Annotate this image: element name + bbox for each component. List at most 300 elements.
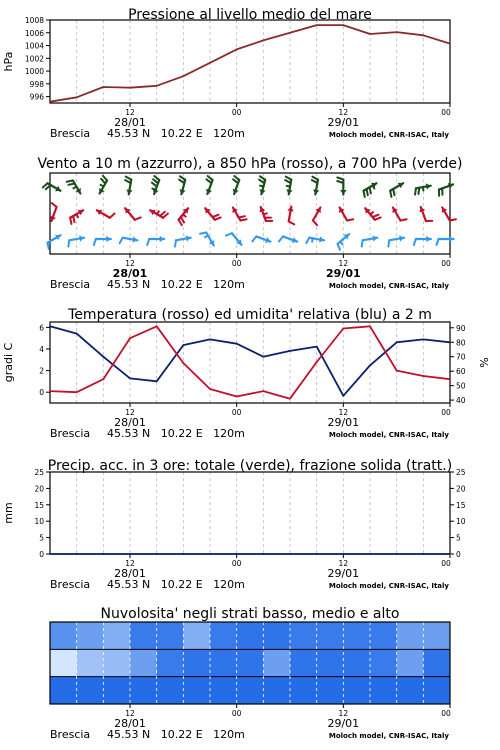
cloud-cell: [397, 677, 424, 704]
barb-feather: [147, 239, 149, 245]
cloud-cell: [237, 649, 264, 676]
precip-total-line-point: [342, 553, 344, 555]
barb-feather: [400, 219, 406, 220]
barb-feather: [153, 179, 158, 183]
barb-feather: [110, 214, 115, 218]
barb-feather: [152, 183, 157, 187]
humidity-line-point: [289, 350, 291, 352]
barb-feather: [418, 188, 419, 194]
cloud-cell: [130, 649, 157, 676]
cloud-cell: [210, 677, 237, 704]
location-name: Brescia: [50, 427, 91, 440]
precip-total-line-point: [422, 553, 424, 555]
x-tick-label: 00: [441, 408, 451, 417]
date-label: 29/01: [326, 267, 361, 280]
humidity-line-point: [182, 344, 184, 346]
wind-barb: [392, 208, 406, 221]
chart-title: Temperatura (rosso) ed umidita' relativa (blu) a 2 m: [68, 307, 432, 323]
cloud-cell: [397, 622, 424, 649]
location-name: Brescia: [50, 278, 91, 291]
pressure-line-point: [342, 24, 344, 26]
barb-half-feather: [423, 187, 424, 190]
barb-feather: [306, 238, 309, 244]
pressure-line-point: [129, 87, 131, 89]
y2-tick-label: 60: [456, 367, 466, 377]
barb-half-feather: [340, 242, 342, 245]
precip-total-line-point: [129, 553, 131, 555]
wind-barb: [206, 176, 213, 194]
wind-barb: [97, 210, 115, 218]
humidity-line-point: [102, 356, 104, 358]
x-tick-label: 00: [441, 259, 451, 268]
wind-barb: [415, 183, 431, 194]
y-tick-label: 4: [39, 345, 44, 354]
precip-total-line-point: [102, 553, 104, 555]
y-tick-label: 1002: [24, 54, 44, 64]
cloud-cell: [317, 622, 344, 649]
temperature-line-point: [129, 337, 131, 339]
humidity-line-point: [156, 380, 158, 382]
y-tick-label: 1006: [24, 28, 44, 38]
y-tick-label: 998: [29, 79, 44, 89]
y2-tick-label: 40: [456, 396, 466, 406]
y-tick-label: 0: [39, 550, 44, 559]
humidity-line-point: [209, 338, 211, 340]
barb-feather: [362, 240, 363, 246]
location-coords: 45.53 N 10.22 E 120m: [107, 728, 245, 741]
cloud-cell: [370, 649, 397, 676]
pressure-line-point: [102, 86, 104, 88]
cloud-cell: [237, 622, 264, 649]
pressure-line: [50, 25, 450, 102]
pressure-line-point: [396, 31, 398, 33]
barb-head: [340, 190, 346, 195]
pressure-line-point: [262, 40, 264, 42]
temperature-line-point: [369, 325, 371, 327]
y-tick-label: 6: [39, 323, 44, 333]
barb-feather: [286, 177, 292, 180]
x-tick-label: 12: [125, 259, 135, 268]
pressure-line-point: [209, 62, 211, 64]
barb-feather: [289, 221, 295, 224]
cloud-cell: [77, 649, 104, 676]
x-tick-label: 12: [338, 559, 349, 568]
barb-half-feather: [157, 211, 159, 214]
humidity-line-point: [316, 346, 318, 348]
location-name: Brescia: [50, 728, 91, 741]
x-tick-label: 00: [231, 259, 242, 268]
barb-half-feather: [205, 236, 208, 238]
barb-feather: [450, 219, 456, 220]
model-credit: Moloch model, CNR-ISAC, Italy: [328, 732, 449, 740]
wind-barb: [285, 177, 292, 195]
barb-feather: [226, 233, 232, 235]
y2-tick-label: 70: [456, 352, 466, 362]
wind-barb: [179, 176, 186, 194]
cloud-cell: [183, 649, 210, 676]
date-label: 28/01: [114, 717, 146, 730]
barb-head: [106, 236, 111, 242]
y2-tick-label: 25: [456, 468, 466, 477]
wind-barb: [365, 208, 381, 219]
temperature-line-point: [449, 378, 451, 380]
cloud-cell: [263, 622, 290, 649]
cloud-cell: [103, 622, 130, 649]
precip-total-line-point: [182, 553, 184, 555]
barb-feather: [73, 216, 74, 222]
x-tick-label: 12: [125, 709, 135, 718]
precip-total-line-point: [316, 553, 318, 555]
wind-barb: [439, 183, 453, 196]
y-tick-label: 1004: [24, 41, 44, 51]
y-tick-label: 20: [34, 484, 44, 494]
wind-barb: [312, 177, 319, 195]
panel-clouds: [50, 606, 451, 741]
wind-barb: [306, 236, 324, 243]
x-tick-label: 00: [441, 709, 451, 718]
x-tick-label: 00: [231, 559, 242, 568]
barb-half-feather: [152, 189, 155, 190]
wind-barb: [200, 233, 214, 246]
precip-total-line-point: [369, 553, 371, 555]
temperature-line-point: [76, 391, 78, 393]
cloud-cell: [263, 649, 290, 676]
x-tick-label: 12: [338, 709, 349, 718]
barb-feather: [415, 188, 416, 194]
y-tick-label: 2: [39, 366, 44, 376]
barb-feather: [200, 233, 206, 234]
wind-barb: [362, 235, 378, 246]
y-axis-label: hPa: [2, 51, 15, 72]
y2-tick-label: 80: [456, 338, 466, 348]
wind-barb: [150, 210, 168, 218]
model-credit: Moloch model, CNR-ISAC, Italy: [328, 582, 449, 590]
barb-feather: [213, 215, 219, 217]
cloud-cell: [157, 677, 184, 704]
wind-barb: [125, 177, 132, 195]
pressure-line-point: [236, 48, 238, 50]
cloud-cell: [290, 622, 317, 649]
cloud-cell: [77, 622, 104, 649]
pressure-line-point: [422, 34, 424, 36]
barb-head: [160, 236, 165, 242]
cloud-cell: [157, 649, 184, 676]
wind-barb: [414, 236, 431, 245]
cloud-cell: [317, 677, 344, 704]
date-label: 29/01: [327, 567, 360, 580]
cloud-cell: [183, 677, 210, 704]
humidity-line-point: [129, 378, 131, 380]
barb-feather: [347, 219, 353, 220]
cloud-cell: [343, 677, 370, 704]
y2-tick-label: 90: [456, 323, 466, 333]
precip-total-line-point: [449, 553, 451, 555]
humidity-line-point: [422, 338, 424, 340]
cloud-cell: [397, 649, 424, 676]
barb-feather: [180, 176, 185, 179]
pressure-line-point: [289, 32, 291, 34]
wind-barb: [232, 208, 246, 221]
date-label: 29/01: [327, 116, 360, 129]
wind-barb: [233, 176, 240, 194]
y-tick-label: 996: [29, 92, 44, 102]
cloud-cell: [423, 622, 450, 649]
location-name: Brescia: [50, 127, 91, 140]
pressure-line-point: [449, 43, 451, 45]
barb-feather: [437, 239, 439, 245]
precip-total-line-point: [262, 553, 264, 555]
barb-feather: [390, 191, 391, 197]
chart-title: Pressione al livello medio del mare: [128, 7, 372, 23]
barb-feather: [252, 236, 256, 241]
panel-temp_rh: [2, 307, 491, 440]
barb-feather: [338, 244, 340, 250]
barb-feather: [367, 189, 368, 195]
barb-feather: [279, 236, 283, 241]
barb-feather: [48, 243, 49, 249]
y-axis-label: gradi C: [2, 342, 15, 383]
precip-total-line-point: [396, 553, 398, 555]
cloud-cell: [317, 649, 344, 676]
barb-feather: [163, 214, 168, 218]
barb-feather: [239, 216, 245, 217]
x-tick-label: 00: [441, 559, 451, 568]
date-label: 29/01: [327, 416, 360, 429]
date-label: 28/01: [114, 116, 146, 129]
y2-tick-label: 15: [456, 500, 466, 510]
temperature-line-point: [422, 375, 424, 377]
date-label: 28/01: [114, 416, 146, 429]
wind-barb: [152, 176, 159, 194]
temperature-line-point: [289, 398, 291, 400]
y-tick-label: 0: [39, 388, 44, 398]
humidity-line-point: [262, 356, 264, 358]
barb-feather: [373, 215, 379, 217]
chart-title: Precip. acc. in 3 ore: totale (verde), frazione solida (tratt.): [47, 458, 453, 474]
chart-title: Nuvolosita' negli strati basso, medio e alto: [100, 606, 400, 622]
barb-feather: [68, 184, 74, 185]
panel-wind: [37, 156, 462, 291]
wind-barb: [259, 176, 266, 194]
pressure-line-point: [76, 96, 78, 98]
wind-barb: [43, 183, 61, 191]
cloud-cell: [343, 649, 370, 676]
temperature-line-point: [49, 390, 51, 392]
cloud-cell: [130, 622, 157, 649]
barb-feather: [52, 203, 57, 207]
x-tick-label: 12: [125, 559, 135, 568]
y-tick-label: 10: [34, 517, 44, 527]
cloud-cell: [77, 677, 104, 704]
barb-feather: [414, 239, 416, 245]
barb-feather: [68, 240, 69, 246]
y2-tick-label: 50: [456, 381, 466, 391]
pressure-line-point: [369, 33, 371, 35]
wind-barb: [388, 235, 404, 246]
y2-tick-label: 0: [456, 550, 461, 559]
wind-barb: [419, 207, 432, 221]
chart-title: Vento a 10 m (azzurro), a 850 hPa (rosso), a 700 hPa (verde): [37, 156, 463, 172]
location-coords: 45.53 N 10.22 E 120m: [107, 278, 245, 291]
barb-feather: [312, 177, 318, 180]
barb-feather: [43, 183, 48, 187]
pressure-line-point: [156, 85, 158, 87]
date-label: 28/01: [114, 567, 146, 580]
wind-barb: [337, 178, 346, 195]
barb-half-feather: [264, 213, 267, 214]
wind-barb: [287, 207, 294, 225]
y-tick-label: 15: [34, 500, 44, 510]
barb-feather: [206, 179, 211, 183]
wind-barb: [364, 183, 377, 197]
barb-feather: [337, 178, 343, 180]
temperature-line-point: [102, 378, 104, 380]
temperature-line-point: [396, 370, 398, 372]
cloud-cell: [423, 649, 450, 676]
cloud-cell: [103, 649, 130, 676]
humidity-line-point: [342, 395, 344, 397]
cloud-cell: [423, 677, 450, 704]
x-tick-label: 12: [338, 408, 349, 417]
wind-barb: [205, 208, 221, 219]
wind-barb: [125, 208, 141, 219]
wind-barb: [339, 208, 353, 221]
cloud-cell: [370, 622, 397, 649]
precip-total-line-point: [209, 553, 211, 555]
humidity-line-point: [76, 333, 78, 335]
barb-feather: [215, 217, 221, 219]
temperature-line-point: [182, 362, 184, 364]
cloud-cell: [343, 622, 370, 649]
x-tick-label: 12: [338, 259, 349, 268]
x-tick-label: 12: [125, 108, 135, 117]
barb-feather: [393, 189, 394, 195]
precip-total-line-point: [156, 553, 158, 555]
cloud-cell: [50, 677, 77, 704]
x-tick-label: 00: [231, 709, 242, 718]
panel-precip: [2, 458, 466, 591]
barb-feather: [364, 191, 365, 197]
wind-barb: [67, 181, 81, 194]
wind-barb: [390, 183, 403, 197]
wind-barb: [437, 236, 454, 245]
barb-feather: [160, 212, 165, 216]
wind-barb: [94, 236, 111, 245]
date-label: 29/01: [327, 717, 360, 730]
y2-axis-label: %: [478, 357, 491, 368]
barb-feather: [388, 240, 389, 246]
humidity-line-point: [449, 341, 451, 343]
y-tick-label: 25: [34, 468, 44, 477]
y2-tick-label: 10: [456, 517, 466, 527]
barb-feather: [370, 187, 371, 193]
cloud-cell: [237, 677, 264, 704]
cloud-cell: [50, 649, 77, 676]
cloud-cell: [210, 649, 237, 676]
barb-half-feather: [260, 186, 263, 187]
cloud-cell: [103, 677, 130, 704]
barb-feather: [233, 179, 238, 183]
humidity-line-point: [369, 364, 371, 366]
model-credit: Moloch model, CNR-ISAC, Italy: [328, 131, 449, 139]
x-tick-label: 12: [125, 408, 135, 417]
humidity-line-point: [396, 341, 398, 343]
y-tick-label: 1008: [24, 16, 44, 25]
wind-barb: [252, 236, 270, 243]
location-coords: 45.53 N 10.22 E 120m: [107, 427, 245, 440]
barb-feather: [126, 177, 132, 180]
y-tick-label: 5: [39, 533, 44, 543]
pressure-line-point: [182, 75, 184, 77]
wind-barb: [279, 236, 297, 243]
precip-total-line-point: [289, 553, 291, 555]
wind-barb: [68, 235, 84, 246]
cloud-cell: [263, 677, 290, 704]
wind-barb: [147, 236, 164, 245]
cloud-cell: [290, 649, 317, 676]
model-credit: Moloch model, CNR-ISAC, Italy: [328, 431, 449, 439]
pressure-line-point: [316, 24, 318, 26]
temperature-line-point: [209, 388, 211, 390]
y-tick-label: 1000: [24, 67, 44, 77]
y2-tick-label: 5: [456, 533, 461, 543]
location-coords: 45.53 N 10.22 E 120m: [107, 127, 245, 140]
humidity-line-point: [49, 325, 51, 327]
barb-half-feather: [73, 187, 76, 189]
date-label: 28/01: [112, 267, 148, 280]
wind-barb: [259, 207, 272, 221]
y-axis-label: mm: [2, 502, 15, 524]
cloud-cell: [157, 622, 184, 649]
pressure-line-point: [49, 101, 51, 103]
wind-barb: [442, 208, 456, 221]
model-credit: Moloch model, CNR-ISAC, Italy: [328, 282, 449, 290]
humidity-line-point: [236, 343, 238, 345]
temperature-line-point: [262, 390, 264, 392]
barb-half-feather: [370, 212, 373, 214]
barb-feather: [67, 181, 73, 182]
plot-frame: [50, 472, 450, 554]
temperature-line-point: [156, 325, 158, 327]
cloud-cell: [370, 677, 397, 704]
x-tick-label: 00: [441, 108, 451, 117]
location-name: Brescia: [50, 578, 91, 591]
barb-half-feather: [312, 238, 313, 241]
x-tick-label: 00: [231, 408, 242, 417]
barb-feather: [179, 220, 182, 225]
barb-half-feather: [287, 186, 290, 187]
cloud-cell: [183, 622, 210, 649]
temperature-line-point: [342, 328, 344, 330]
barb-feather: [260, 176, 265, 179]
cloud-cell: [130, 677, 157, 704]
temperature-line-point: [236, 396, 238, 398]
cloud-cell: [290, 677, 317, 704]
barb-feather: [135, 217, 141, 219]
x-tick-label: 00: [231, 108, 242, 117]
precip-total-line-point: [49, 553, 51, 555]
barb-feather: [94, 239, 96, 245]
precip-total-line-point: [76, 553, 78, 555]
wind-barb: [99, 176, 107, 194]
barb-feather: [175, 240, 176, 246]
barb-feather: [240, 219, 246, 220]
barb-feather: [120, 238, 123, 244]
wind-barb: [175, 235, 191, 246]
cloud-cell: [210, 622, 237, 649]
barb-head: [449, 236, 454, 242]
barb-feather: [70, 218, 71, 224]
